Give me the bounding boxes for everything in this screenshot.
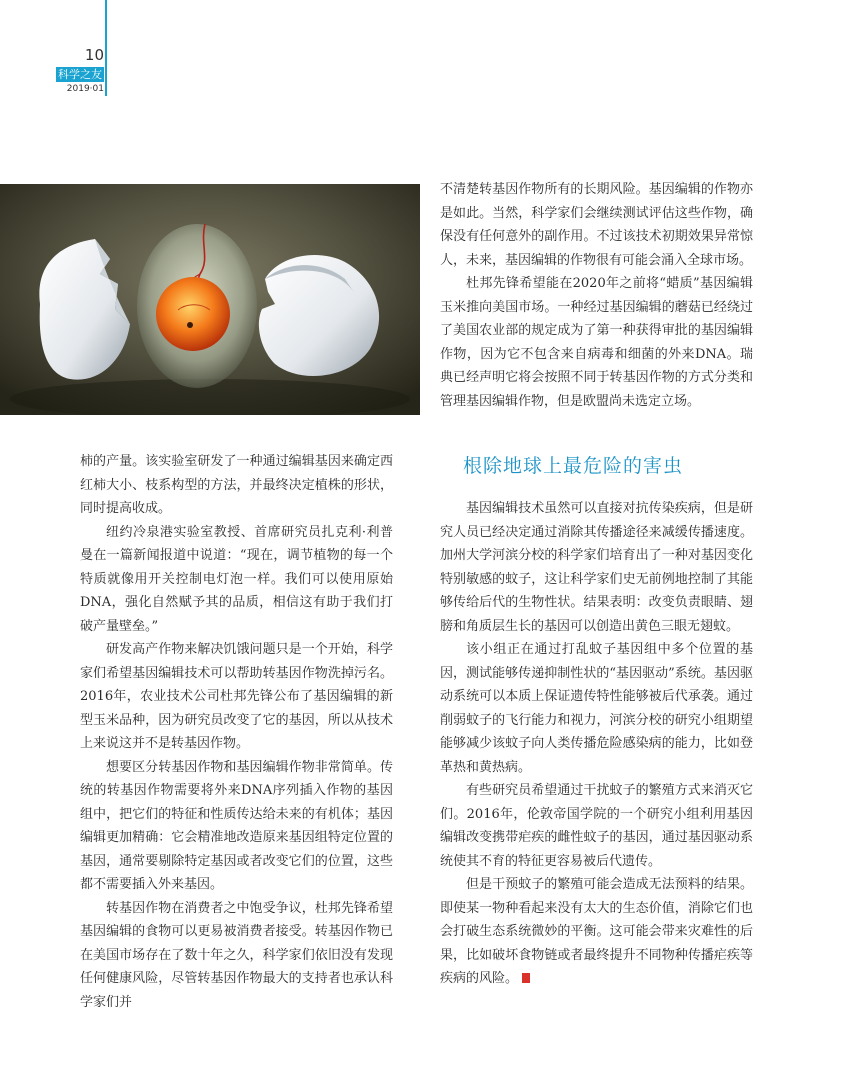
paragraph: 柿的产量。该实验室研发了一种通过编辑基因来确定西红柿大小、枝系构型的方法，并最终决定植株的形状，同时提高收成。 <box>80 454 393 516</box>
left-column <box>80 450 393 1014</box>
paragraph: 不清楚转基因作物所有的长期风险。基因编辑的作物亦是如此。当然，科学家们会继续测试评估这些作物，确保没有任何意外的副作用。不过该技术初期效果异常惊人，未来，基因编辑的作物很有可能会涌入全球市场。 <box>440 182 753 268</box>
paragraph-text: 但是干预蚊子的繁殖可能会造成无法预料的结果。即使某一物种看起来没有太大的生态价值，消除它们也会打破生态系统微妙的平衡。这可能会带来灾难性的后果，比如破坏食物链或者最终提升不同物种传播疟疾等疾病的风险。 <box>440 877 753 986</box>
header-divider <box>105 0 107 96</box>
paragraph: 转基因作物在消费者之中饱受争议，杜邦先锋希望基因编辑的食物可以更易被消费者接受。转基因作物已在美国市场存在了数十年之久，科学家们依旧没有发现任何健康风险，尽管转基因作物最大的支持者也承认科学家们并 <box>80 900 393 1010</box>
right-column-bottom <box>440 497 753 991</box>
magazine-name: 科学之友 <box>58 68 102 81</box>
paragraph: 杜邦先锋希望能在2020年之前将“蜡质”基因编辑玉米推向美国市场。一种经过基因编辑的蘑菇已经绕过了美国农业部的规定成为了第一种获得审批的基因编辑作物，因为它不包含来自病毒和细菌的外来DNA。瑞典已经声明它将会按照不同于转基因作物的方式分类和管理基因编辑作物，但是欧盟尚未选定立场。 <box>440 276 753 409</box>
cracked-egg-icon <box>0 184 420 415</box>
paragraph: 该小组正在通过打乱蚊子基因组中多个位置的基因，测试能够传递抑制性状的“基因驱动”系统。基因驱动系统可以本质上保证遗传特性能够被后代承袭。通过削弱蚊子的飞行能力和视力，河滨分校的研究小组期望能够减少该蚊子向人类传播危险感染病的能力，比如登革热和黄热病。 <box>440 642 753 775</box>
paragraph: 基因编辑技术虽然可以直接对抗传染疾病，但是研究人员已经决定通过消除其传播途径来减缓传播速度。加州大学河滨分校的科学家们培育出了一种对基因变化特别敏感的蚊子，这让科学家们史无前例地控制了其能够传给后代的生物性状。结果表明：改变负责眼睛、翅膀和角质层生长的基因可以创造出黄色三眼无翅蚊。 <box>440 501 753 634</box>
end-of-article-icon <box>522 973 530 983</box>
paragraph-last <box>440 873 753 991</box>
paragraph: 纽约冷泉港实验室教授、首席研究员扎克利·利普曼在一篇新闻报道中说道：“现在，调节植物的每一个特质就像用开关控制电灯泡一样。我们可以使用原始DNA，强化自然赋予其的品质，相信这有助于我们打破产量壁垒。” <box>80 524 393 634</box>
section-heading: 根除地球上最危险的害虫 <box>463 455 684 477</box>
paragraph: 研发高产作物来解决饥饿问题只是一个开始，科学家们希望基因编辑技术可以帮助转基因作物洗掉污名。2016年，农业技术公司杜邦先锋公布了基因编辑的新型玉米品种，因为研究员改变了它的基因，所以从技术上来说这并不是转基因作物。 <box>80 642 393 751</box>
right-column-top <box>440 178 753 413</box>
issue-date: 2019·01 <box>66 84 104 94</box>
paragraph: 有些研究员希望通过干扰蚊子的繁殖方式来消灭它们。2016年，伦敦帝国学院的一个研究小组利用基因编辑改变携带疟疾的雌性蚊子的基因，通过基因驱动系统使其不育的特征更容易被后代遗传。 <box>440 783 753 869</box>
hero-image-cracked-egg <box>0 184 420 415</box>
page-number: 10 <box>84 46 104 64</box>
paragraph: 想要区分转基因作物和基因编辑作物非常简单。传统的转基因作物需要将外来DNA序列插入作物的基因组中，把它们的特征和性质传达给未来的有机体；基因编辑更加精确：它会精准地改造原来基因组特定位置的基因，通常要剔除特定基因或者改变它们的位置，这些都不需要插入外来基因。 <box>80 759 393 892</box>
